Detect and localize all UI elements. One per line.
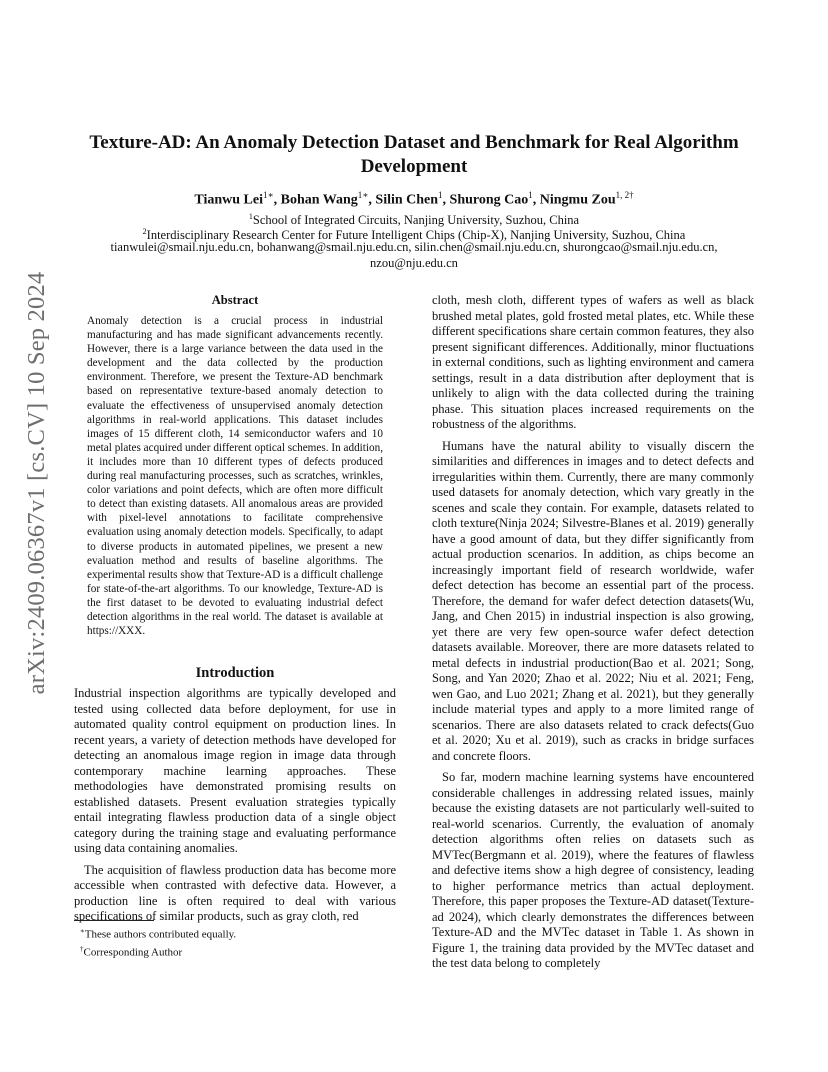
footnote [80, 942, 390, 960]
body-paragraph: The acquisition of flawless production data has become more accessible when contrasted with defective data. However, a production line is often required to deal with various specifications of similar products, such as gray cloth, red [74, 862, 396, 924]
right-column [432, 293, 754, 972]
introduction-heading: Introduction [195, 665, 275, 682]
email-line: tianwulei@smail.nju.edu.cn, bohanwang@smail.nju.edu.cn, silin.chen@smail.nju.edu.cn, shurongcao@smail.nju.edu.cn, [110, 240, 718, 254]
footnote-rule [74, 920, 154, 921]
affiliation-text: Interdisciplinary Research Center for Future Intelligent Chips (Chip-X), Nanjing University, Suzhou, China [146, 228, 686, 243]
author-affil-mark: 1, 2† [615, 190, 634, 200]
author-affil-mark: 1 [438, 190, 443, 200]
author-affil-mark: 1∗ [262, 190, 274, 200]
body-paragraph: So far, modern machine learning systems have encountered considerable challenges in addressing related issues, mainly because the existing datasets are not particularly well-suited to real-world scenarios. Currently, the evaluation of anomaly detection algorithms often relies on datasets such as MVTec(Bergmann et al. 2019), where the features of flawless and defective items show a high degree of consistency, leading to higher performance metrics than actual deployment. Therefore, this paper proposes the Texture-AD dataset(Texture-ad 2024), which clearly demonstrates the differences between Texture-AD and the MVTec dataset in Table 1. As shown in Figure 1, the training data provided by the MVTec dataset and the test data belong to completely [432, 770, 754, 970]
body-paragraph: cloth, mesh cloth, different types of wafers as well as black brushed metal plates, gold frosted metal plates, etc. While these different specifications share certain common features, they also present significant differences. Additionally, minor fluctuations in external conditions, such as lighting environment and camera settings, result in a data distribution after deployment that is unlikely to align with the data collected during the training phase. This situation places increased requirements on the robustness of the algorithms. [432, 293, 754, 431]
author-name: Shurong Cao [449, 192, 529, 208]
arxiv-identifier-text: arXiv:2409.06367v1 [cs.CV] 10 Sep 2024 [23, 271, 50, 695]
email-line: nzou@nju.edu.cn [370, 256, 458, 270]
abstract-heading: Abstract [211, 293, 259, 307]
footnote-text: These authors contributed equally. [84, 928, 237, 941]
footnotes [80, 924, 390, 960]
body-paragraph: Industrial inspection algorithms are typically developed and tested using collected data before deployment, for use in automated quality control equipment on production lines. In recent years, a variety of detection methods have developed for detecting an anomalous image region in image data through contemporary machine learning approaches. These methodologies have demonstrated promising results on established datasets. Present evaluation strategies typically entail integrating flawless production data of a single object category during the training stage and evaluating performance using data containing anomalies. [74, 686, 396, 856]
author-name: Tianwu Lei [194, 192, 263, 208]
author-name: Silin Chen [375, 192, 439, 208]
affiliation-mark: 2 [142, 227, 147, 236]
left-column [74, 293, 396, 925]
affiliation-text: School of Integrated Circuits, Nanjing University, Suzhou, China [252, 213, 580, 228]
footnote [80, 924, 390, 942]
footnote-mark: † [80, 945, 84, 954]
body-paragraph: Humans have the natural ability to visually discern the similarities and differences in images and to detect defects and irregularities within them. Currently, there are many commonly used datasets for anomaly detection, which vary greatly in the scenes and scale they contain. For example, datasets related to cloth texture(Ninja 2024; Silvestre-Blanes et al. 2019) generally have a good amount of data, but they differ significantly from actual production scenarios. In addition, as chips become an increasingly important field of research worldwide, wafer defect detection has become an essential part of the process. Therefore, the demand for wafer defect detection datasets(Wu, Jang, and Chen 2015) in industrial inspection is also growing, yet there are very few open-source wafer defect detection datasets available. Moreover, there are more datasets related to metal defects in industrial production(Bao et al. 2021; Song, Song, and Yan 2020; Zhao et al. 2022; Niu et al. 2021; Feng, wen Gao, and Luo 2021; Zhang et al. 2021), but they generally include material types and apply to a more limited range of scenarios. There are also datasets related to crack defects(Guo et al. 2020; Xu et al. 2019), such as cracks in bridge surfaces and concrete floors. [432, 438, 754, 763]
footnote-text: Corresponding Author [83, 946, 183, 959]
affiliation-mark: 1 [248, 212, 253, 221]
author-list: Tianwu Lei$^{1∗}$, Bohan Wang$^{1∗}$, Silin Chen$^1$, Shurong Cao$^1$, Ningmu Zou$^{1, 2\dagger}$ [194, 190, 634, 208]
abstract-text: Anomaly detection is a crucial process in industrial manufacturing and has made significant advancements recently. However, there is a large variance between the data used in the development and the data collected by the production environment. Therefore, we present the Texture-AD benchmark based on representative texture-based anomaly detection to evaluate the effectiveness of unsupervised anomaly detection algorithms in real-world applications. This dataset includes images of 15 different cloth, 14 semiconductor wafers and 10 metal plates acquired under different optical schemes. In addition, it includes more than 10 different types of defects produced during real manufacturing processes, such as scratches, wrinkles, color variations and point defects, which are often more difficult to detect than existing datasets. All anomalous areas are provided with pixel-level annotations to facilitate comprehensive evaluation using anomaly detection models. Specifically, to adapt to diverse products in automated pipelines, we present a new evaluation method and results of baseline algorithms. The experimental results show that Texture-AD is a difficult challenge for state-of-the-art algorithms. To our knowledge, Texture-AD is the first dataset to be devoted to evaluating industrial defect detection algorithms in the real world. The dataset is available at https://XXX. [87, 315, 383, 638]
footnote-mark: ∗ [80, 927, 85, 935]
author-affil-mark: 1 [528, 190, 533, 200]
arxiv-identifier [22, 271, 52, 695]
author-affil-mark: 1∗ [357, 190, 369, 200]
author-name: Bohan Wang [280, 192, 358, 208]
author-name: Ningmu Zou [539, 192, 616, 208]
paper-title: Texture-AD: An Anomaly Detection Dataset and Benchmark for Real Algorithm Development [89, 132, 739, 177]
